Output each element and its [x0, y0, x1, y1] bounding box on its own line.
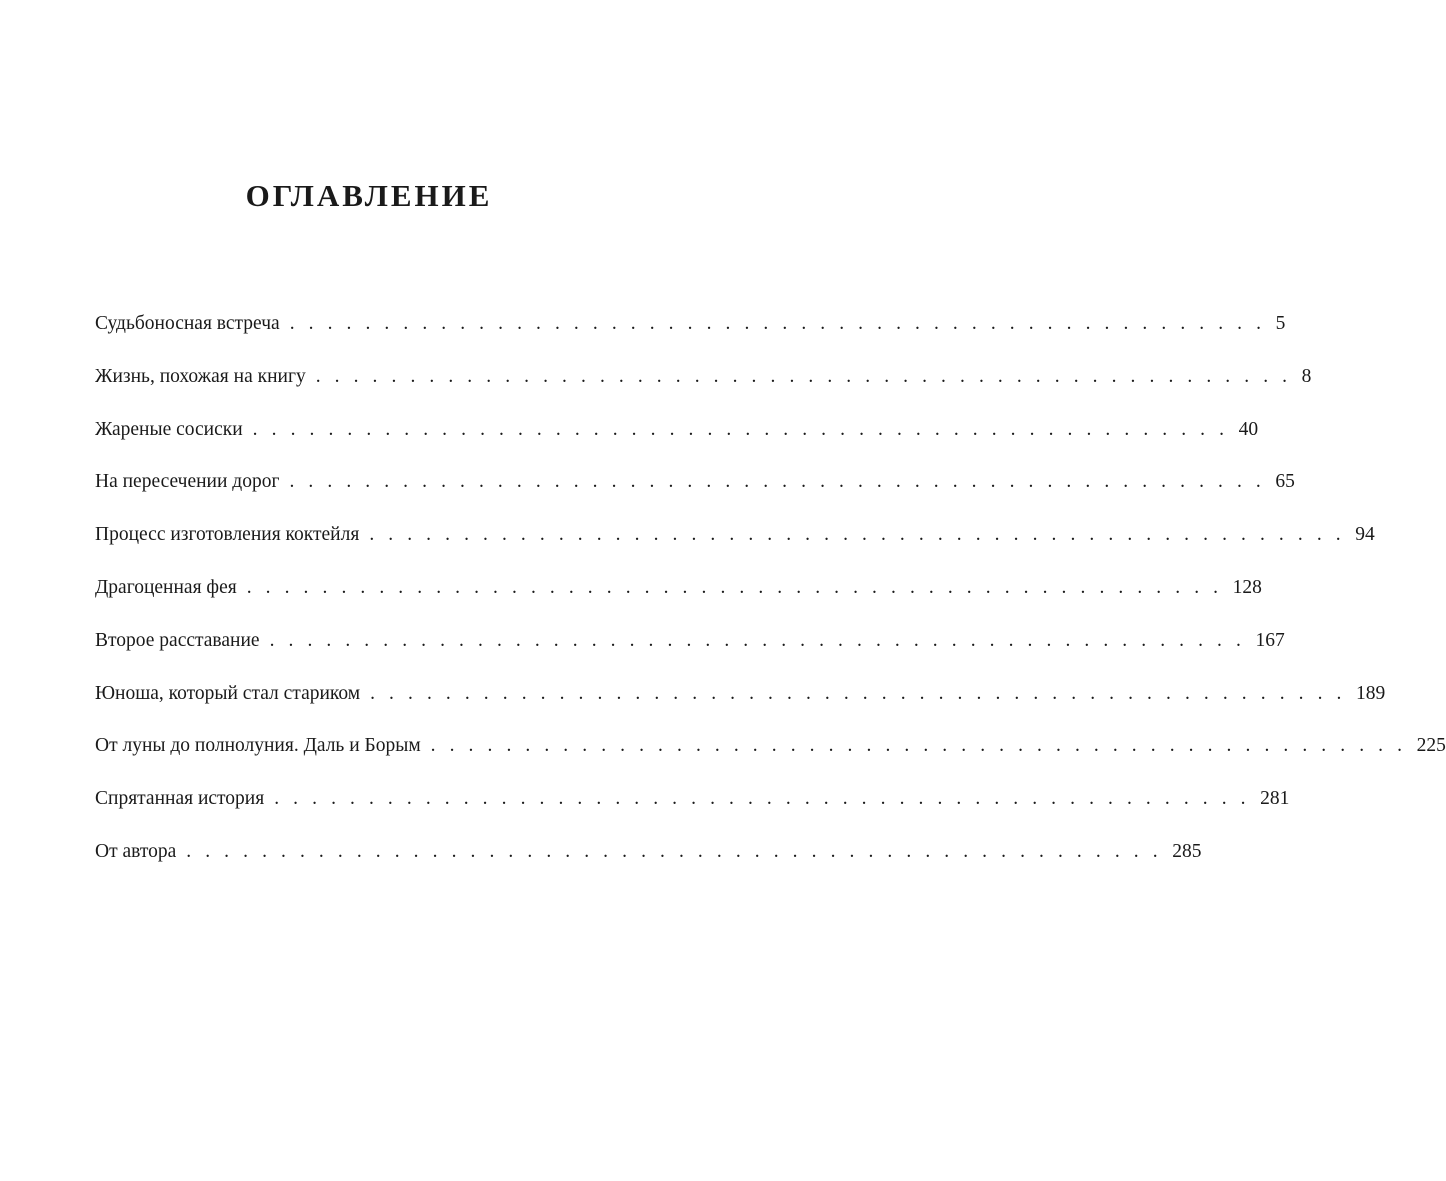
dot-leader: . . . . . . . . . . . . . . . . . . . . . . . . . . . . . . . . . . . . . . . . . . . . . . . . . . . . [369, 524, 1346, 546]
toc-entry-page: 94 [1355, 524, 1375, 546]
toc-entry-title: Процесс изготовления коктейля [95, 524, 360, 546]
dot-leader: . . . . . . . . . . . . . . . . . . . . . . . . . . . . . . . . . . . . . . . . . . . . . . . . . . . . [430, 735, 1407, 757]
dot-leader: . . . . . . . . . . . . . . . . . . . . . . . . . . . . . . . . . . . . . . . . . . . . . . . . . . . . [246, 576, 1223, 598]
toc-entry-page: 167 [1255, 629, 1285, 651]
toc-entry-title: Спрятанная история [95, 788, 265, 810]
toc-entry-title: На пересечении дорог [95, 471, 280, 493]
toc-entry-page: 40 [1238, 418, 1259, 440]
toc-entry-title: Судьбоносная встреча [95, 313, 280, 334]
toc-entry [95, 414, 1259, 467]
toc-list [95, 308, 1446, 889]
toc-entry [95, 361, 1312, 414]
toc-entry-title: Драгоценная фея [95, 576, 237, 598]
dot-leader: . . . . . . . . . . . . . . . . . . . . . . . . . . . . . . . . . . . . . . . . . . . . . . . . . . . . [186, 840, 1163, 862]
toc-entry-title: Второе расставание [95, 629, 260, 651]
dot-leader: . . . . . . . . . . . . . . . . . . . . . . . . . . . . . . . . . . . . . . . . . . . . . . . . . . . . [370, 682, 1347, 704]
toc-entry-page: 189 [1356, 682, 1386, 704]
toc-entry [95, 466, 1295, 519]
toc-entry-page: 285 [1172, 840, 1202, 862]
toc-entry-page: 65 [1275, 471, 1295, 493]
dot-leader: . . . . . . . . . . . . . . . . . . . . . . . . . . . . . . . . . . . . . . . . . . . . . . . . . . . . [274, 788, 1251, 810]
toc-entry [95, 783, 1290, 836]
toc-entry [95, 572, 1262, 625]
dot-leader: . . . . . . . . . . . . . . . . . . . . . . . . . . . . . . . . . . . . . . . . . . . . . . . . . . . . [315, 365, 1292, 387]
toc-entry-title: От автора [95, 840, 177, 862]
toc-entry-page: 225 [1416, 735, 1446, 757]
toc-entry [95, 836, 1202, 889]
toc-entry-page: 8 [1301, 365, 1312, 387]
dot-leader: . . . . . . . . . . . . . . . . . . . . . . . . . . . . . . . . . . . . . . . . . . . . . . . . . . . . [252, 418, 1229, 440]
toc-heading: ОГЛАВЛЕНИЕ [245, 178, 493, 213]
toc-entry [95, 519, 1375, 572]
dot-leader: . . . . . . . . . . . . . . . . . . . . . . . . . . . . . . . . . . . . . . . . . . . . . . . . . . . . [289, 471, 1266, 493]
toc-entry [95, 678, 1386, 731]
toc-entry-title: Жизнь, похожая на книгу [95, 365, 306, 387]
toc-entry [95, 308, 1286, 361]
toc-entry-page: 281 [1260, 788, 1290, 810]
toc-entry-title: От луны до полнолуния. Даль и Борым [95, 735, 421, 757]
toc-entry-page: 5 [1275, 313, 1286, 334]
dot-leader: . . . . . . . . . . . . . . . . . . . . . . . . . . . . . . . . . . . . . . . . . . . . . . . . . . . . [289, 313, 1266, 334]
toc-entry-title: Жареные сосиски [95, 418, 243, 440]
dot-leader: . . . . . . . . . . . . . . . . . . . . . . . . . . . . . . . . . . . . . . . . . . . . . . . . . . . . [269, 629, 1246, 651]
toc-entry [95, 730, 1446, 783]
toc-entry [95, 625, 1285, 678]
toc-entry-page: 128 [1232, 576, 1262, 598]
toc-entry-title: Юноша, который стал стариком [95, 682, 361, 704]
